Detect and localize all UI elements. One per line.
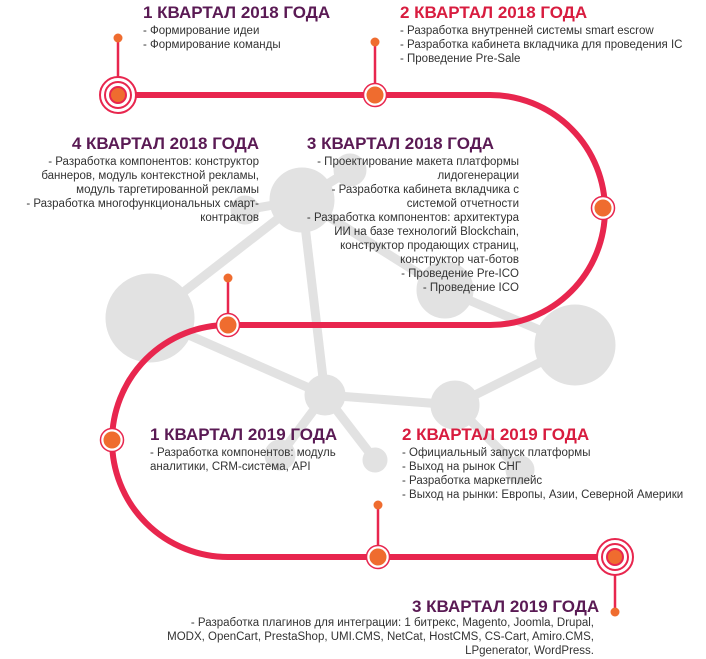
milestone-items: [402, 446, 683, 502]
list-item: ИИ на базе технологий Blockchain,: [334, 226, 519, 238]
node-q1-2019: [102, 430, 122, 450]
list-item: - Разработка компонентов: модуль: [150, 447, 336, 459]
list-item: - Формирование команды: [143, 39, 281, 51]
milestone-q1-2019: [150, 425, 337, 474]
milestone-title: 2 КВАРТАЛ 2019 ГОДА: [402, 425, 590, 444]
list-item: - Разработка кабинета вкладчика для проведения IC: [400, 39, 683, 51]
list-item: - Формирование идеи: [143, 25, 260, 37]
milestone-title: 1 КВАРТАЛ 2019 ГОДА: [150, 425, 338, 444]
list-item: - Проведение Pre-Sale: [400, 53, 521, 65]
list-item: - Разработка многофункциональных смарт-: [26, 198, 259, 210]
milestone-items: [150, 446, 337, 474]
node-q3-2018: [593, 198, 613, 218]
list-item: - Проведение ICO: [422, 282, 519, 294]
milestone-items: [400, 24, 682, 66]
list-item: - Разработка компонентов: конструктор: [48, 156, 259, 168]
node-q4-2018: [218, 315, 238, 335]
list-item: аналитики, CRM-система, API: [150, 461, 311, 473]
milestone-q2-2019: [402, 425, 683, 502]
list-item: - Разработка кабинета вкладчика с: [331, 184, 519, 196]
list-item: LPgenerator, WordPress.: [465, 645, 594, 657]
list-item: - Проведение Pre-ICO: [401, 268, 519, 280]
milestone-items: [143, 24, 330, 52]
milestone-title: 3 КВАРТАЛ 2019 ГОДА: [412, 597, 600, 616]
milestone-title: 1 КВАРТАЛ 2018 ГОДА: [143, 3, 331, 22]
end-target-icon: [597, 539, 633, 575]
list-item: системой отчетности: [406, 198, 519, 210]
list-item: - Разработка маркетплейс: [402, 475, 543, 487]
milestone-title: 4 КВАРТАЛ 2018 ГОДА: [71, 134, 259, 153]
milestone-q3-2018: [307, 134, 519, 295]
list-item: MODX, OpenCart, PrestaShop, UMI.CMS, NetCat, HostCMS, CS-Cart, Amiro.CMS,: [167, 631, 594, 643]
milestone-q4-2018: [26, 134, 259, 225]
list-item: конструктор продающих страниц,: [340, 240, 519, 252]
start-target-icon: [100, 77, 136, 113]
milestone-items: [26, 155, 259, 225]
list-item: - Разработка внутренней системы smart escrow: [400, 25, 654, 37]
milestone-q1-2018: [143, 3, 330, 52]
list-item: - Проектирование макета платформы: [317, 156, 519, 168]
list-item: контрактов: [200, 212, 259, 224]
list-item: конструктор чат-ботов: [400, 254, 519, 266]
milestone-q2-2018: [400, 3, 682, 66]
list-item: модуль таргетированной рекламы: [76, 184, 259, 196]
list-item: лидогенерации: [437, 170, 519, 182]
node-q2-2018: [365, 85, 385, 105]
list-item: - Разработка плагинов для интеграции: 1 битрекс, Magento, Joomla, Drupal,: [190, 617, 594, 629]
milestone-q3-2019-title: [412, 597, 599, 617]
list-item: - Выход на рынки: Европы, Азии, Северной Америки: [402, 489, 684, 501]
milestone-items: [167, 616, 594, 658]
milestone-items: [307, 155, 519, 295]
list-item: - Официальный запуск платформы: [402, 447, 591, 459]
milestone-title: 3 КВАРТАЛ 2018 ГОДА: [306, 134, 495, 153]
node-q2-2019: [368, 547, 388, 567]
list-item: - Выход на рынок СНГ: [402, 461, 522, 473]
milestone-title: 2 КВАРТАЛ 2018 ГОДА: [400, 3, 588, 22]
list-item: баннеров, модуль контекстной рекламы,: [41, 170, 259, 182]
list-item: - Разработка компонентов: архитектура: [306, 212, 519, 224]
